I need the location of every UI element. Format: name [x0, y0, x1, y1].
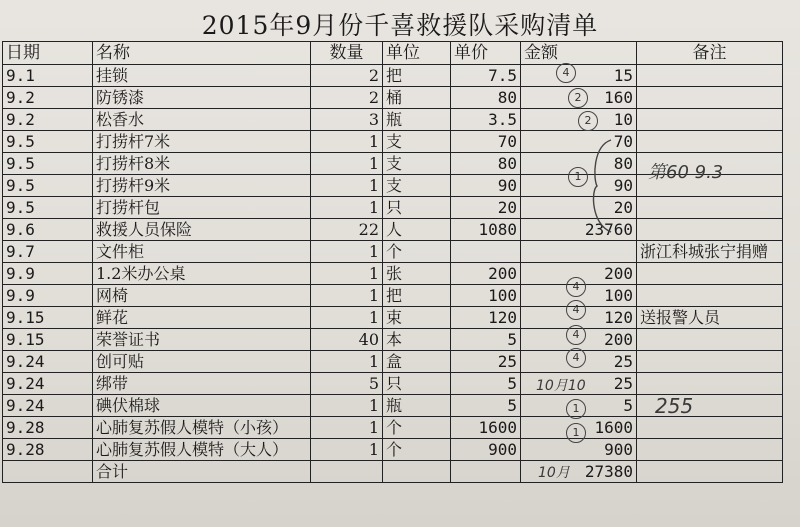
row-unit-price: 7.5	[451, 65, 521, 87]
row-date: 9.5	[3, 131, 93, 153]
row-quantity: 1	[311, 153, 383, 175]
row-date: 9.24	[3, 373, 93, 395]
row-unit-price: 5	[451, 395, 521, 417]
row-unit-price: 5	[451, 329, 521, 351]
row-note	[637, 373, 783, 395]
row-quantity: 1	[311, 241, 383, 263]
row-amount: 80	[521, 153, 637, 175]
row-amount: 120	[521, 307, 637, 329]
handwritten-circle-mark: 1	[568, 167, 588, 187]
row-date: 9.7	[3, 241, 93, 263]
handwritten-circle-mark: 4	[556, 63, 576, 83]
row-amount: 23760	[521, 219, 637, 241]
row-item-name: 荣誉证书	[93, 329, 311, 351]
row-item-name: 碘伏棉球	[93, 395, 311, 417]
table-row	[3, 109, 783, 131]
row-quantity: 1	[311, 175, 383, 197]
row-unit-price: 70	[451, 131, 521, 153]
handwritten-circle-mark: 4	[566, 348, 586, 368]
row-unit-price: 80	[451, 87, 521, 109]
handwritten-date: 10月	[538, 465, 570, 481]
row-unit: 个	[383, 439, 451, 461]
table-row	[3, 439, 783, 461]
row-amount: 90	[521, 175, 637, 197]
row-unit-price: 1600	[451, 417, 521, 439]
row-note	[637, 131, 783, 153]
table-row	[3, 197, 783, 219]
row-unit: 本	[383, 329, 451, 351]
row-note: 浙江科城张宁捐赠	[637, 241, 783, 263]
row-quantity: 1	[311, 307, 383, 329]
row-unit: 桶	[383, 87, 451, 109]
row-date: 9.24	[3, 395, 93, 417]
row-quantity: 2	[311, 87, 383, 109]
row-note	[637, 197, 783, 219]
row-quantity: 1	[311, 417, 383, 439]
row-date: 9.2	[3, 87, 93, 109]
row-date: 9.28	[3, 417, 93, 439]
row-date: 9.28	[3, 439, 93, 461]
row-date: 9.1	[3, 65, 93, 87]
row-unit: 把	[383, 285, 451, 307]
row-date: 9.9	[3, 285, 93, 307]
row-item-name: 打捞杆8米	[93, 153, 311, 175]
row-item-name: 防锈漆	[93, 87, 311, 109]
row-item-name: 文件柜	[93, 241, 311, 263]
row-amount: 900	[521, 439, 637, 461]
row-date: 9.5	[3, 197, 93, 219]
row-unit-price: 3.5	[451, 109, 521, 131]
row-item-name: 网椅	[93, 285, 311, 307]
row-unit: 瓶	[383, 109, 451, 131]
table-row	[3, 351, 783, 373]
header-unit: 单位	[383, 42, 451, 65]
row-item-name: 心肺复苏假人模特（小孩）	[93, 417, 311, 439]
row-unit-price: 20	[451, 197, 521, 219]
row-unit-price: 80	[451, 153, 521, 175]
row-item-name: 鲜花	[93, 307, 311, 329]
document-title: 2015年9月份千喜救援队采购清单	[201, 11, 599, 40]
row-note: 送报警人员	[637, 307, 783, 329]
row-quantity: 22	[311, 219, 383, 241]
row-item-name: 打捞杆7米	[93, 131, 311, 153]
row-quantity: 5	[311, 373, 383, 395]
header-item: 名称	[93, 42, 311, 65]
row-date: 9.5	[3, 175, 93, 197]
table-header-row	[3, 42, 783, 65]
row-date: 9.2	[3, 109, 93, 131]
row-quantity: 1	[311, 351, 383, 373]
handwritten-circle-mark: 1	[566, 423, 586, 443]
row-unit: 支	[383, 153, 451, 175]
row-amount: 10	[521, 109, 637, 131]
row-unit: 张	[383, 263, 451, 285]
row-quantity: 40	[311, 329, 383, 351]
row-unit-price: 90	[451, 175, 521, 197]
handwritten-circle-mark: 2	[568, 88, 588, 108]
handwritten-bracket	[585, 138, 615, 234]
total-unit-cell	[383, 461, 451, 483]
header-note: 备注	[637, 42, 783, 65]
row-date: 9.5	[3, 153, 93, 175]
row-item-name: 1.2米办公桌	[93, 263, 311, 285]
row-item-name: 救援人员保险	[93, 219, 311, 241]
header-amount: 金额	[521, 42, 637, 65]
row-amount: 25	[521, 373, 637, 395]
table-row	[3, 131, 783, 153]
row-item-name: 心肺复苏假人模特（大人）	[93, 439, 311, 461]
row-unit-price: 25	[451, 351, 521, 373]
row-date: 9.15	[3, 329, 93, 351]
row-unit: 盒	[383, 351, 451, 373]
row-note	[637, 351, 783, 373]
total-price-cell	[451, 461, 521, 483]
row-note	[637, 285, 783, 307]
row-note	[637, 219, 783, 241]
row-amount: 70	[521, 131, 637, 153]
row-date: 9.15	[3, 307, 93, 329]
row-amount: 1600	[521, 417, 637, 439]
row-quantity: 1	[311, 263, 383, 285]
row-note	[637, 87, 783, 109]
row-unit-price: 200	[451, 263, 521, 285]
row-unit-price: 100	[451, 285, 521, 307]
row-date: 9.9	[3, 263, 93, 285]
table-row	[3, 65, 783, 87]
row-item-name: 打捞杆包	[93, 197, 311, 219]
row-unit: 束	[383, 307, 451, 329]
row-amount: 15	[521, 65, 637, 87]
row-item-name: 打捞杆9米	[93, 175, 311, 197]
row-quantity: 1	[311, 131, 383, 153]
table-row	[3, 87, 783, 109]
row-unit-price	[451, 241, 521, 263]
row-date: 9.24	[3, 351, 93, 373]
row-unit: 支	[383, 175, 451, 197]
handwritten-circle-mark: 1	[566, 399, 586, 419]
row-quantity: 2	[311, 65, 383, 87]
total-date-cell	[3, 461, 93, 483]
row-quantity: 1	[311, 285, 383, 307]
row-note	[637, 263, 783, 285]
row-amount: 160	[521, 87, 637, 109]
row-unit: 人	[383, 219, 451, 241]
row-amount: 25	[521, 351, 637, 373]
row-item-name: 挂锁	[93, 65, 311, 87]
row-quantity: 1	[311, 395, 383, 417]
row-note	[637, 109, 783, 131]
total-label: 合计	[93, 461, 311, 483]
table-row	[3, 417, 783, 439]
table-row	[3, 285, 783, 307]
header-date: 日期	[3, 42, 93, 65]
row-amount: 100	[521, 285, 637, 307]
table-row	[3, 329, 783, 351]
row-amount: 5	[521, 395, 637, 417]
table-row	[3, 219, 783, 241]
table-row	[3, 307, 783, 329]
row-amount: 20	[521, 197, 637, 219]
row-note	[637, 439, 783, 461]
row-note	[637, 329, 783, 351]
handwritten-circle-mark: 4	[566, 325, 586, 345]
row-amount: 200	[521, 329, 637, 351]
row-quantity: 1	[311, 197, 383, 219]
table-row	[3, 373, 783, 395]
row-unit: 瓶	[383, 395, 451, 417]
row-amount: 200	[521, 263, 637, 285]
row-quantity: 3	[311, 109, 383, 131]
row-item-name: 松香水	[93, 109, 311, 131]
total-row	[3, 461, 783, 483]
row-unit-price: 5	[451, 373, 521, 395]
row-unit: 个	[383, 417, 451, 439]
row-item-name: 创可贴	[93, 351, 311, 373]
row-item-name: 绑带	[93, 373, 311, 395]
handwritten-circle-mark: 4	[566, 277, 586, 297]
row-unit-price: 900	[451, 439, 521, 461]
total-note-cell	[637, 461, 783, 483]
table-row	[3, 263, 783, 285]
row-note	[637, 417, 783, 439]
row-note	[637, 65, 783, 87]
handwritten-circle-mark: 2	[578, 111, 598, 131]
row-date: 9.6	[3, 219, 93, 241]
row-unit: 把	[383, 65, 451, 87]
row-amount	[521, 241, 637, 263]
table-row	[3, 241, 783, 263]
header-qty: 数量	[311, 42, 383, 65]
row-unit: 个	[383, 241, 451, 263]
row-quantity: 1	[311, 439, 383, 461]
row-unit: 支	[383, 131, 451, 153]
row-unit: 只	[383, 197, 451, 219]
row-unit-price: 120	[451, 307, 521, 329]
header-price: 单价	[451, 42, 521, 65]
handwritten-mark: 255	[655, 394, 694, 418]
handwritten-date: 10月10	[536, 378, 586, 394]
total-qty-cell	[311, 461, 383, 483]
handwritten-circle-mark: 4	[566, 300, 586, 320]
total-amount: 27380	[521, 461, 637, 483]
row-unit-price: 1080	[451, 219, 521, 241]
row-unit: 只	[383, 373, 451, 395]
handwritten-note: 第60 9.3	[648, 162, 724, 183]
